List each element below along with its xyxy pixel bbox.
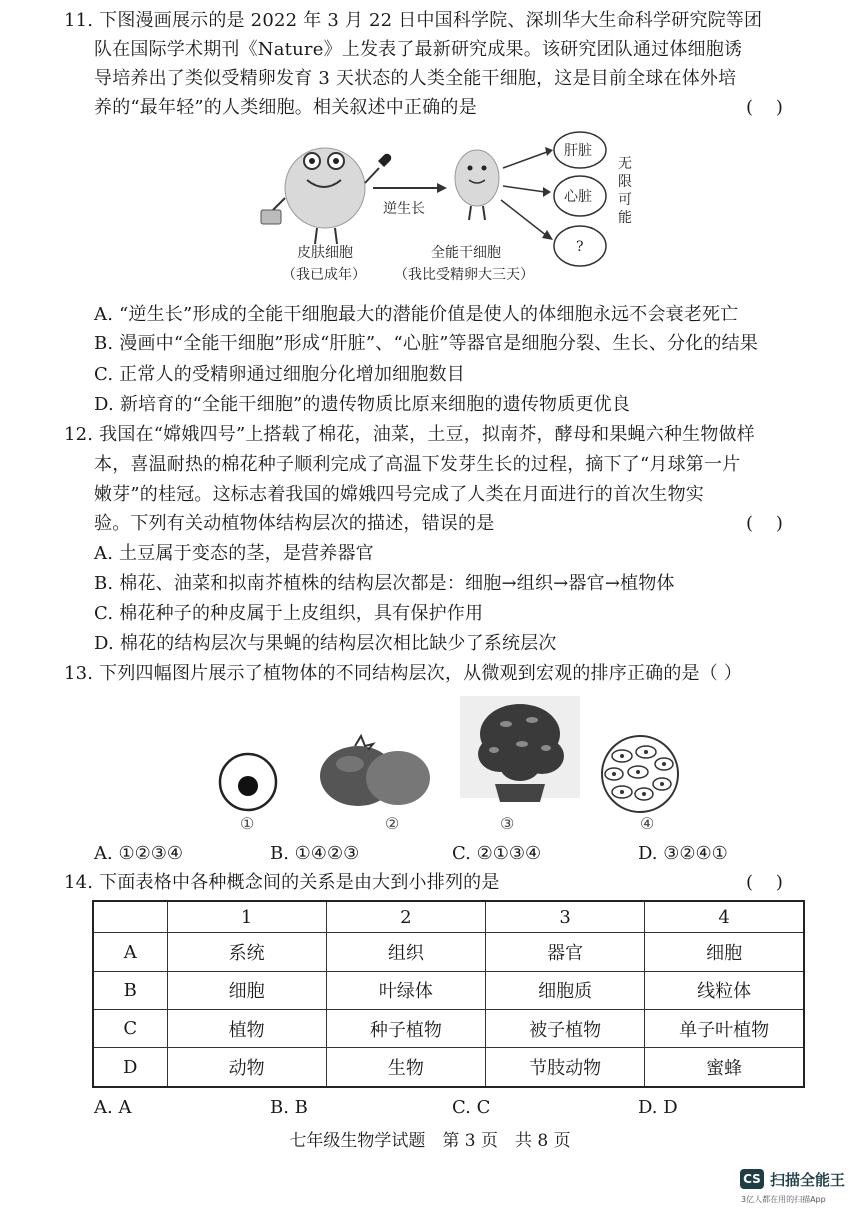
table-row — [93, 971, 804, 1009]
q12-option-d: D. 棉花的结构层次与果蝇的结构层次相比缺少了系统层次 — [94, 633, 557, 654]
q13-option-d: D. ③②④① — [638, 843, 728, 864]
table-row — [93, 1010, 804, 1048]
q12-option-b: B. 棉花、油菜和拟南芥植株的结构层次都是：细胞→组织→器官→植物体 — [94, 573, 675, 594]
q11-stem-line-3: 导培养出了类似受精卵发育 3 天状态的人类全能干细胞，这是目前全球在体外培 — [94, 68, 737, 89]
table-cell: A — [93, 933, 167, 971]
q13-option-a: A. ①②③④ — [94, 843, 183, 864]
table-cell: 种子植物 — [326, 1010, 485, 1048]
table-header-cell: 2 — [326, 901, 485, 933]
table-cell: 细胞质 — [486, 971, 645, 1009]
plant-tissue-icon — [602, 736, 678, 812]
q11-option-b: B. 漫画中“全能干细胞”形成“肝脏”、“心脏”等器官是细胞分裂、生长、分化的结果 — [94, 333, 759, 354]
table-cell: 节肢动物 — [486, 1048, 645, 1087]
table-cell: 动物 — [167, 1048, 326, 1087]
concept-table — [92, 900, 805, 1088]
q12-option-c: C. 棉花种子的种皮属于上皮组织，具有保护作用 — [94, 603, 484, 624]
fig-side-text-4: 能 — [618, 210, 632, 226]
q13-image-number-2: ② — [385, 814, 400, 833]
table-cell: 蜜蜂 — [645, 1048, 804, 1087]
table-cell: 单子叶植物 — [645, 1010, 804, 1048]
table-header-cell — [93, 901, 167, 933]
page-footer: 七年级生物学试题 第 3 页 共 8 页 — [289, 1131, 571, 1151]
table-header-row — [93, 901, 804, 933]
q13-image-number-4: ④ — [640, 814, 655, 833]
table-cell: 组织 — [326, 933, 485, 971]
cell-diagram-icon — [220, 754, 276, 810]
table-header-cell: 1 — [167, 901, 326, 933]
q13-option-c: C. ②①③④ — [452, 843, 542, 864]
fig-skin-cell-note: （我已成年） — [282, 267, 366, 283]
table-cell: 线粒体 — [645, 971, 804, 1009]
fig-side-text-3: 可 — [618, 192, 632, 208]
table-cell: 植物 — [167, 1010, 326, 1048]
table-cell: 细胞 — [167, 971, 326, 1009]
q11-option-c: C. 正常人的受精卵通过细胞分化增加细胞数目 — [94, 364, 465, 385]
fig-organ-unknown: ? — [576, 239, 584, 255]
q11-stem-line-1: 11. 下图漫画展示的是 2022 年 3 月 22 日中国科学院、深圳华大生命科学研究院等团 — [64, 10, 763, 31]
table-header-cell: 3 — [486, 901, 645, 933]
q14-option-d: D. D — [638, 1097, 678, 1118]
q14-option-c: C. C — [452, 1097, 491, 1118]
q11-option-a: A. “逆生长”形成的全能干细胞最大的潜能价值是使人的体细胞永远不会衰老死亡 — [94, 304, 739, 325]
q11-stem-line-4: 养的“最年轻”的人类细胞。相关叙述中正确的是 — [94, 97, 477, 118]
table-cell: 细胞 — [645, 933, 804, 971]
fig-side-text-2: 限 — [618, 174, 632, 190]
q14-stem-line: 14. 下面表格中各种概念间的关系是由大到小排列的是 — [64, 872, 500, 893]
table-cell: D — [93, 1048, 167, 1087]
table-cell: 系统 — [167, 933, 326, 971]
table-row — [93, 1048, 804, 1087]
q12-answer-paren: ( ) — [746, 513, 783, 534]
q13-image-number-3: ③ — [500, 814, 515, 833]
table-cell: C — [93, 1010, 167, 1048]
table-cell: 叶绿体 — [326, 971, 485, 1009]
q12-stem-line-1: 12. 我国在“嫦娥四号”上搭载了棉花，油菜，土豆，拟南芥，酵母和果蝇六种生物做样 — [64, 424, 755, 445]
camscanner-logo-icon: CS — [740, 1169, 764, 1189]
q13-stem-line: 13. 下列四幅图片展示了植物体的不同结构层次，从微观到宏观的排序正确的是（ ） — [64, 663, 743, 684]
fig-stem-cell-note: （我比受精卵大三天） — [394, 267, 534, 283]
q14-answer-paren: ( ) — [746, 872, 783, 893]
q12-stem-line-3: 嫩芽”的桂冠。这标志着我国的嫦娥四号完成了人类在月面进行的首次生物实 — [94, 484, 704, 505]
q14-option-a: A. A — [94, 1097, 132, 1118]
table-cell: 器官 — [486, 933, 645, 971]
table-cell: 被子植物 — [486, 1010, 645, 1048]
fig-organ-liver: 肝脏 — [564, 143, 592, 159]
q12-stem-line-4: 验。下列有关动植物体结构层次的描述，错误的是 — [94, 513, 495, 534]
fig-skin-cell-label: 皮肤细胞 — [297, 245, 353, 261]
fig-side-text-1: 无 — [618, 156, 632, 172]
q12-option-a: A. 土豆属于变态的茎，是营养器官 — [94, 543, 374, 564]
fig-stem-cell-label: 全能干细胞 — [431, 245, 501, 261]
table-header-cell: 4 — [645, 901, 804, 933]
q13-images — [210, 694, 700, 814]
tomato-fruit-icon — [320, 736, 430, 806]
stem-cell-character-icon — [455, 150, 499, 220]
table-row — [93, 933, 804, 971]
table-cell: B — [93, 971, 167, 1009]
q11-option-d: D. 新培育的“全能干细胞”的遗传物质比原来细胞的遗传物质更优良 — [94, 394, 631, 415]
q14-option-b: B. B — [270, 1097, 308, 1118]
q13-option-b: B. ①④②③ — [270, 843, 360, 864]
q13-image-number-1: ① — [240, 814, 255, 833]
camscanner-name: 扫描全能王 — [770, 1171, 846, 1189]
q12-stem-line-2: 本，喜温耐热的棉花种子顺利完成了高温下发芽生长的过程，摘下了“月球第一片 — [94, 454, 741, 475]
q11-stem-line-2: 队在国际学术期刊《Nature》上发表了最新研究成果。该研究团队通过体细胞诱 — [94, 39, 743, 60]
skin-cell-character-icon — [261, 148, 391, 244]
table-cell: 生物 — [326, 1048, 485, 1087]
fig-arrow-label: 逆生长 — [383, 201, 425, 217]
q11-answer-paren: ( ) — [746, 97, 783, 118]
potted-plant-icon — [460, 696, 580, 802]
fig-organ-heart: 心脏 — [564, 189, 592, 205]
camscanner-tagline: 3亿人都在用的扫描App — [741, 1195, 826, 1204]
